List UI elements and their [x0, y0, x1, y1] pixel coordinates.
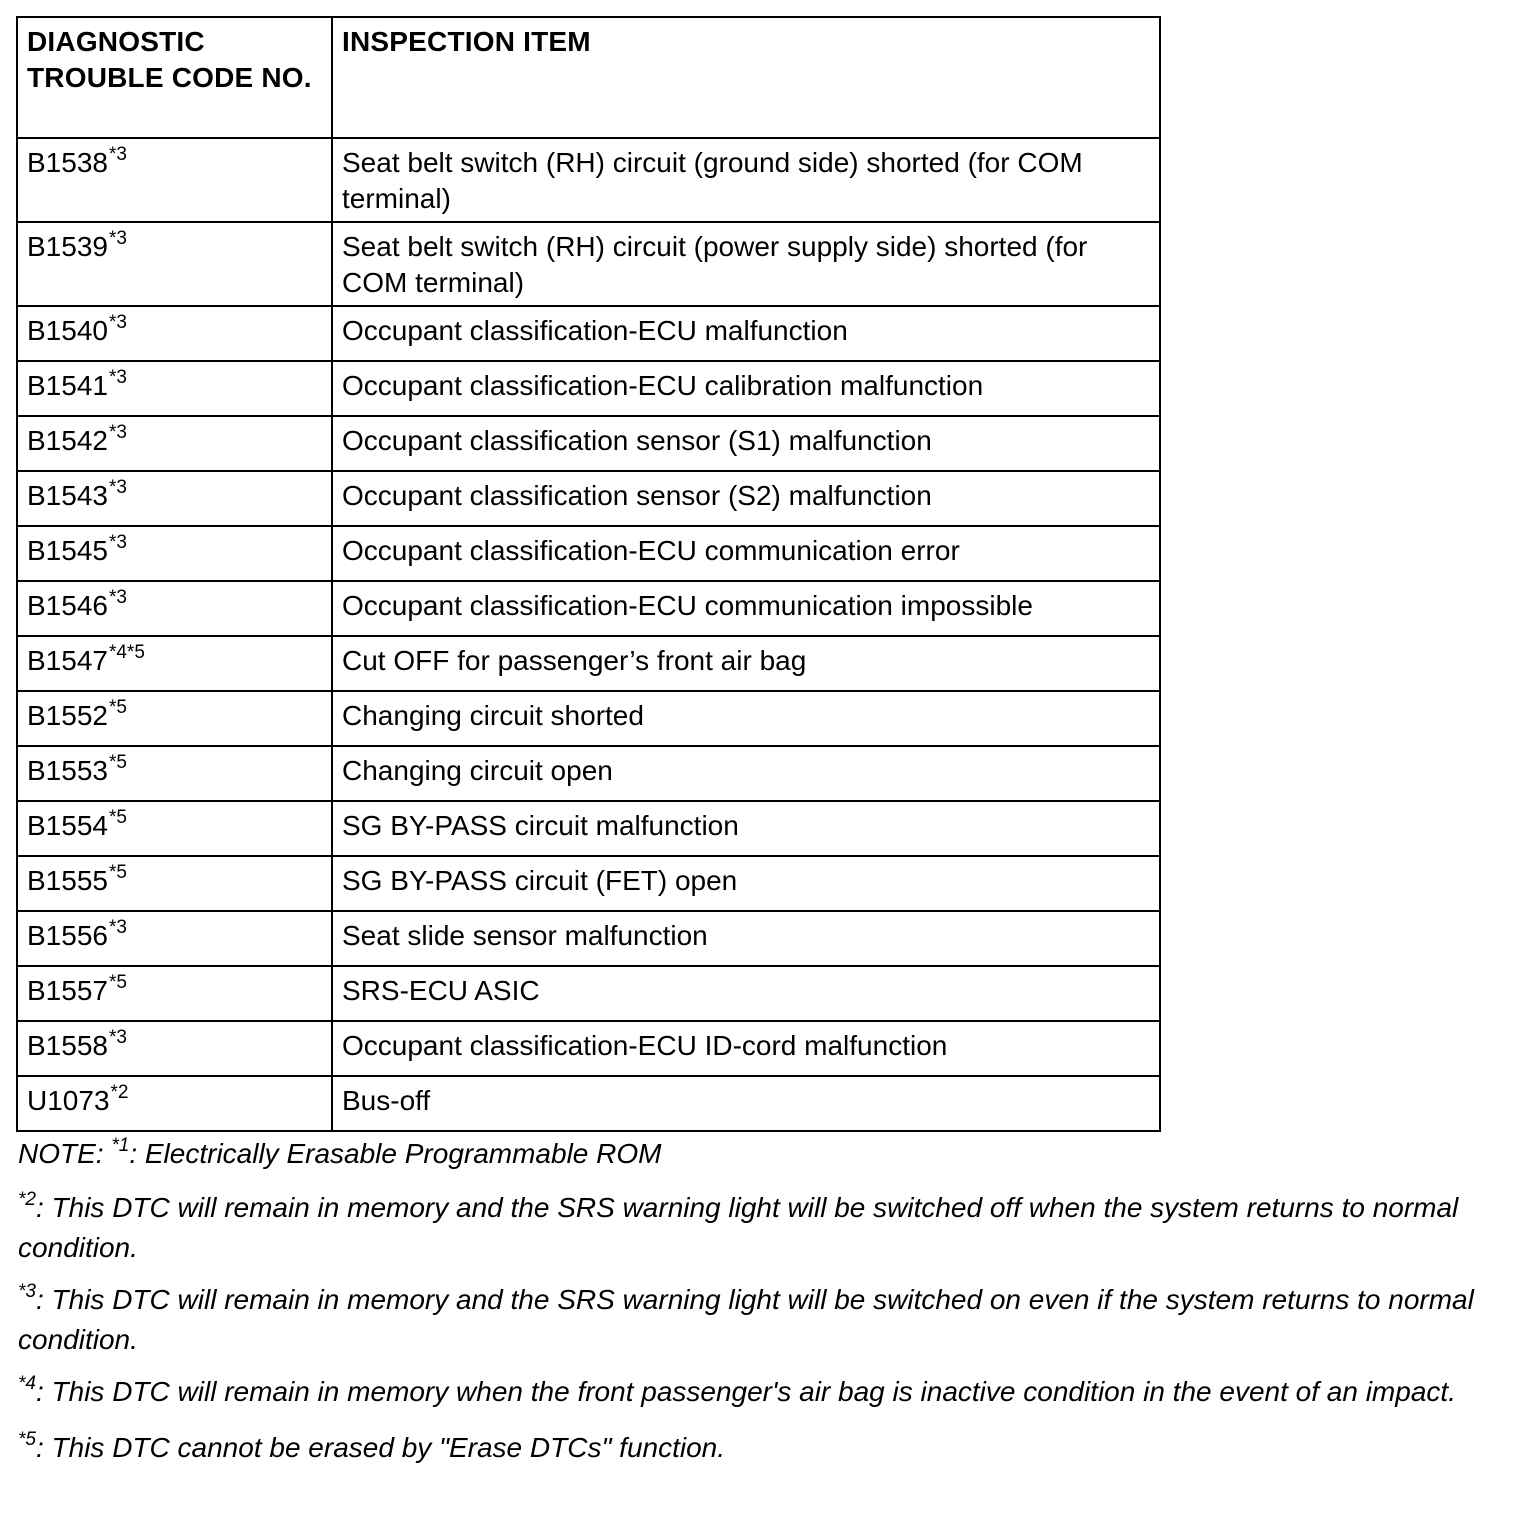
dtc-code-cell [17, 1021, 332, 1076]
dtc-code: B1540 [27, 315, 108, 346]
dtc-code-cell [17, 361, 332, 416]
table-row [17, 416, 1160, 471]
dtc-footnote-ref: *5 [108, 972, 127, 993]
dtc-code-cell [17, 746, 332, 801]
dtc-code: B1552 [27, 700, 108, 731]
inspection-item: Cut OFF for passenger’s front air bag [332, 636, 1160, 691]
inspection-item: SG BY-PASS circuit (FET) open [332, 856, 1160, 911]
table-header-row [17, 17, 1160, 138]
inspection-item: Occupant classification-ECU communication impossible [332, 581, 1160, 636]
dtc-code: B1555 [27, 865, 108, 896]
dtc-code: B1546 [27, 590, 108, 621]
inspection-item: Occupant classification sensor (S1) malfunction [332, 416, 1160, 471]
footnote-mark: *4 [18, 1373, 36, 1394]
table-row [17, 911, 1160, 966]
table-row [17, 471, 1160, 526]
footnote-text: : This DTC will remain in memory when the front passenger's air bag is inactive condition in the event of an impact. [35, 1376, 1456, 1407]
dtc-code: B1545 [27, 535, 108, 566]
dtc-code: B1553 [27, 755, 108, 786]
table-row [17, 222, 1160, 306]
inspection-item: Occupant classification-ECU communication error [332, 526, 1160, 581]
dtc-code: B1558 [27, 1030, 108, 1061]
table-row [17, 801, 1160, 856]
dtc-code-cell [17, 306, 332, 361]
inspection-item: Seat belt switch (RH) circuit (power supply side) shorted (for COM terminal) [332, 222, 1160, 306]
table-row [17, 966, 1160, 1021]
dtc-code-cell [17, 1076, 332, 1131]
dtc-code-cell [17, 691, 332, 746]
dtc-code: B1557 [27, 975, 108, 1006]
dtc-footnote-ref: *3 [108, 367, 127, 388]
dtc-footnote-ref: *3 [108, 144, 127, 165]
footnote-1 [18, 1136, 1488, 1176]
dtc-code: B1538 [27, 147, 108, 178]
footnote-3 [18, 1282, 1488, 1358]
dtc-footnote-ref: *3 [108, 312, 127, 333]
dtc-code-cell [17, 222, 332, 306]
dtc-code-cell [17, 581, 332, 636]
footnote-4 [18, 1374, 1488, 1414]
footnote-text: : This DTC will remain in memory and the SRS warning light will be switched on even if the system returns to normal condition. [18, 1284, 1474, 1355]
inspection-item: Bus-off [332, 1076, 1160, 1131]
dtc-code-cell [17, 416, 332, 471]
dtc-code: B1543 [27, 480, 108, 511]
dtc-code-cell [17, 966, 332, 1021]
table-row [17, 1076, 1160, 1131]
footnotes [18, 1136, 1488, 1486]
table-row [17, 746, 1160, 801]
inspection-item: Occupant classification-ECU malfunction [332, 306, 1160, 361]
footnote-text: : This DTC will remain in memory and the SRS warning light will be switched off when the system returns to normal condition. [18, 1192, 1459, 1263]
footnote-mark: *3 [18, 1281, 36, 1302]
inspection-item: Seat belt switch (RH) circuit (ground side) shorted (for COM terminal) [332, 138, 1160, 222]
dtc-code: B1556 [27, 920, 108, 951]
dtc-footnote-ref: *5 [108, 697, 127, 718]
dtc-footnote-ref: *3 [108, 587, 127, 608]
dtc-code-cell [17, 801, 332, 856]
footnote-text: : This DTC cannot be erased by "Erase DTCs" function. [35, 1432, 726, 1463]
footnote-mark: *1 [111, 1135, 130, 1156]
dtc-code-cell [17, 636, 332, 691]
dtc-footnote-ref: *3 [108, 532, 127, 553]
dtc-code-cell [17, 526, 332, 581]
inspection-item: SG BY-PASS circuit malfunction [332, 801, 1160, 856]
table-row [17, 361, 1160, 416]
inspection-item: Changing circuit open [332, 746, 1160, 801]
dtc-footnote-ref: *4*5 [108, 642, 145, 663]
inspection-item: Changing circuit shorted [332, 691, 1160, 746]
dtc-footnote-ref: *3 [108, 228, 127, 249]
dtc-code: B1541 [27, 370, 108, 401]
dtc-code: U1073 [27, 1085, 110, 1116]
dtc-footnote-ref: *2 [110, 1082, 129, 1103]
table-row [17, 856, 1160, 911]
footnote-text: : Electrically Erasable Programmable ROM [129, 1138, 662, 1169]
table-row [17, 636, 1160, 691]
dtc-code: B1547 [27, 645, 108, 676]
dtc-code: B1539 [27, 231, 108, 262]
dtc-footnote-ref: *3 [108, 917, 127, 938]
dtc-footnote-ref: *5 [108, 807, 127, 828]
dtc-footnote-ref: *3 [108, 477, 127, 498]
footnote-5 [18, 1430, 1488, 1470]
dtc-footnote-ref: *3 [108, 422, 127, 443]
table-row [17, 138, 1160, 222]
header-dtc-number: DIAGNOSTIC TROUBLE CODE NO. [17, 17, 332, 138]
inspection-item: Seat slide sensor malfunction [332, 911, 1160, 966]
dtc-table [16, 16, 1161, 1132]
dtc-footnote-ref: *3 [108, 1027, 127, 1048]
inspection-item: SRS-ECU ASIC [332, 966, 1160, 1021]
table-row [17, 306, 1160, 361]
dtc-footnote-ref: *5 [108, 752, 127, 773]
dtc-code-cell [17, 138, 332, 222]
dtc-code-cell [17, 856, 332, 911]
inspection-item: Occupant classification-ECU ID-cord malfunction [332, 1021, 1160, 1076]
footnote-mark: *5 [18, 1429, 36, 1450]
header-inspection-item: INSPECTION ITEM [332, 17, 1160, 138]
footnote-2 [18, 1190, 1488, 1266]
inspection-item: Occupant classification-ECU calibration malfunction [332, 361, 1160, 416]
dtc-footnote-ref: *5 [108, 862, 127, 883]
dtc-code-cell [17, 471, 332, 526]
table-row [17, 1021, 1160, 1076]
dtc-code: B1554 [27, 810, 108, 841]
table-row [17, 691, 1160, 746]
footnote-mark: *2 [18, 1189, 36, 1210]
table-row [17, 581, 1160, 636]
note-prefix: NOTE: [18, 1138, 112, 1169]
dtc-code: B1542 [27, 425, 108, 456]
dtc-code-cell [17, 911, 332, 966]
table-row [17, 526, 1160, 581]
inspection-item: Occupant classification sensor (S2) malfunction [332, 471, 1160, 526]
